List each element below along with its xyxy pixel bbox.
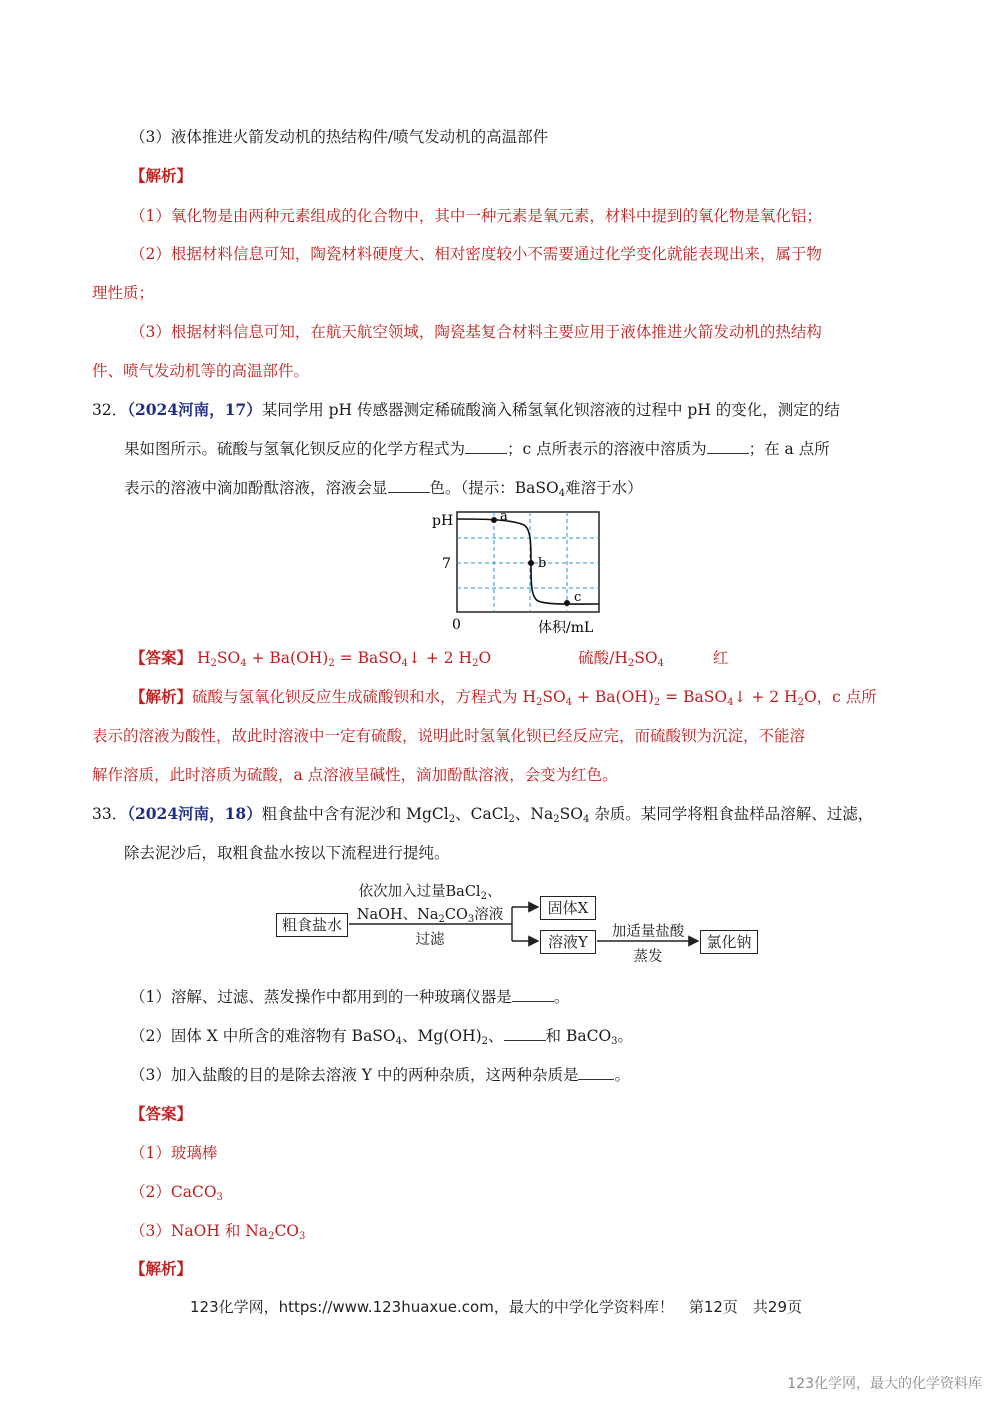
q32-text-3b: 色。（提示：BaSO — [429, 479, 559, 497]
flow-box-solid-x: 固体X — [540, 896, 596, 920]
flow-diagram — [270, 878, 770, 970]
q32-number: 32． — [92, 401, 128, 419]
q32-answer-color: 红 — [712, 649, 729, 667]
q33-analysis-label: 【解析】 — [130, 1259, 193, 1278]
q33-sub-3b: 。 — [614, 1066, 630, 1084]
ph-chart — [420, 505, 620, 640]
q32-analysis-3: 解作溶质，此时溶质为硫酸，a 点溶液呈碱性，滴加酚酞溶液，会变为红色。 — [92, 766, 618, 784]
flow-step1-line1: 依次加入过量BaCl$_2$、 — [358, 884, 502, 902]
flow-step2-bottom: 蒸发 — [633, 949, 663, 965]
q32-text-3a: 表示的溶液中滴加酚酞溶液，溶液会显 — [124, 479, 388, 497]
q31-analysis-3a: （3）根据材料信息可知，在航天航空领域，陶瓷基复合材料主要应用于液体推进火箭发动机的热结构 — [130, 323, 822, 341]
label-a: a — [500, 509, 508, 524]
flow-box-end: 氯化钠 — [700, 930, 758, 954]
label-c: c — [574, 590, 582, 605]
q33-sub-2a: （2）固体 X 中所含的难溶物有 BaSO$_4$、$Mg(OH)_2$、 — [130, 1027, 504, 1047]
q31-analysis-3b: 件、喷气发动机等的高温部件。 — [92, 362, 310, 380]
page-footer: 123化学网，https://www.123huaxue.com，最大的中学化学资料库！ 第12页 共29页 — [189, 1298, 803, 1316]
q32-analysis-line-1 — [130, 686, 877, 714]
q33-line-1 — [92, 803, 873, 831]
q31-analysis-1: （1）氧化物是由两种元素组成的化合物中，其中一种元素是氧元素，材料中提到的氧化物是氧化铝； — [130, 207, 822, 225]
answer-blank-3[interactable] — [388, 478, 430, 493]
point-a — [491, 517, 497, 523]
q33-sub-2 — [130, 1025, 633, 1053]
flow-box-solution-y: 溶液Y — [540, 930, 596, 954]
q31-analysis-2b: 理性质； — [92, 284, 155, 302]
q32-analysis-equation: $H_2SO_4 + Ba(OH)_2$ = BaSO$_4$↓ + 2 $H_2O$ — [522, 688, 817, 708]
flow-box-start: 粗食盐水 — [276, 913, 348, 937]
q33-answer-3: （3）NaOH 和 $Na_2CO_3$ — [130, 1222, 306, 1242]
q33-sub-3 — [130, 1064, 630, 1086]
q31-analysis-2a: （2）根据材料信息可知，陶瓷材料硬度大、相对密度较小不需要通过化学变化就能表现出来，属于物 — [130, 245, 822, 263]
q33-sub-1a: （1）溶解、过滤、蒸发操作中都用到的一种玻璃仪器是 — [130, 988, 512, 1006]
q32-text-3c: 4 — [558, 488, 566, 499]
q33-answer-label: 【答案】 — [130, 1104, 193, 1123]
x-axis-label: 体积/mL — [538, 620, 594, 636]
q33-answer-1: （1）玻璃棒 — [130, 1144, 218, 1162]
q32-text-1: 某同学用 pH 传感器测定稀硫酸滴入稀氢氧化钡溶液的过程中 pH 的变化，测定的结 — [261, 401, 840, 419]
q32-analysis-1b: ，c 点所 — [816, 688, 877, 706]
q32-line-1 — [92, 399, 840, 421]
origin-label: 0 — [452, 617, 461, 633]
answer-blank-5[interactable] — [504, 1026, 546, 1041]
q32-analysis-1a: 硫酸与氢氧化钡反应生成硫酸钡和水，方程式为 — [192, 688, 518, 706]
q33-sub-3a: （3）加入盐酸的目的是除去溶液 Y 中的两种杂质，这两种杂质是 — [130, 1066, 579, 1084]
q33-answer-2: （2）CaCO$_3$ — [130, 1183, 223, 1203]
q32-answer-equation: $H_2SO_4 + Ba(OH)_2$ = BaSO$_4$↓ + 2 $H_2O$ — [196, 649, 492, 669]
q32-text-3d: 难溶于水） — [565, 479, 643, 497]
q32-text-2b: ；c 点所表示的溶液中溶质为 — [507, 440, 707, 458]
q31-analysis-label: 【解析】 — [130, 166, 193, 185]
point-c — [564, 600, 570, 606]
q33-sub-1b: 。 — [553, 988, 570, 1006]
flow-step1-line2: NaOH、$Na_2CO_3$溶液 — [356, 907, 504, 925]
answer-blank-2[interactable] — [707, 439, 749, 454]
q32-answer-label: 【答案】 — [130, 648, 193, 667]
answer-blank-6[interactable] — [578, 1065, 614, 1080]
y-axis-label: pH — [432, 513, 454, 529]
q32-text-2a: 果如图所示。硫酸与氢氧化钡反应的化学方程式为 — [124, 440, 466, 458]
q32-line-2 — [124, 438, 830, 460]
q32-answer-solute: 硫酸$/H_2SO_4$ — [578, 649, 664, 669]
q32-analysis-2: 表示的溶液为酸性，故此时溶液中一定有硫酸，说明此时氢氧化钡已经反应完，而硫酸钡为沉淀，不能溶 — [92, 727, 806, 745]
q32-source: （2024河南，17） — [127, 400, 262, 419]
q32-analysis-label: 【解析】 — [130, 687, 193, 706]
point-b — [528, 560, 534, 566]
q33-sub-2b: 和 BaCO$_3$。 — [545, 1027, 634, 1047]
q33-number: 33． — [92, 805, 128, 823]
answer-blank-1[interactable] — [465, 439, 507, 454]
q32-answer-line — [130, 647, 728, 675]
y-tick-7: 7 — [442, 556, 451, 572]
flow-step2-top: 加适量盐酸 — [611, 924, 685, 940]
q33-sub-1 — [130, 986, 569, 1008]
label-b: b — [538, 556, 547, 571]
q33-line-2: 除去泥沙后，取粗食盐水按以下流程进行提纯。 — [124, 844, 450, 862]
q32-text-2c: ；在 a 点所 — [748, 440, 830, 458]
q33-source: （2024河南，18） — [127, 804, 262, 823]
watermark: 123化学网，最大的化学资料库 — [787, 1376, 982, 1392]
flow-step1-line3: 过滤 — [415, 932, 445, 948]
q32-line-3 — [124, 477, 643, 505]
q31-answer-3: （3）液体推进火箭发动机的热结构件/喷气发动机的高温部件 — [130, 128, 549, 146]
answer-blank-4[interactable] — [512, 987, 554, 1002]
q33-text-1: 粗食盐中含有泥沙和 MgCl$_2$、CaCl$_2$、$Na_2SO_4$ 杂质。某同学将粗食盐样品溶解、过滤， — [261, 805, 874, 825]
